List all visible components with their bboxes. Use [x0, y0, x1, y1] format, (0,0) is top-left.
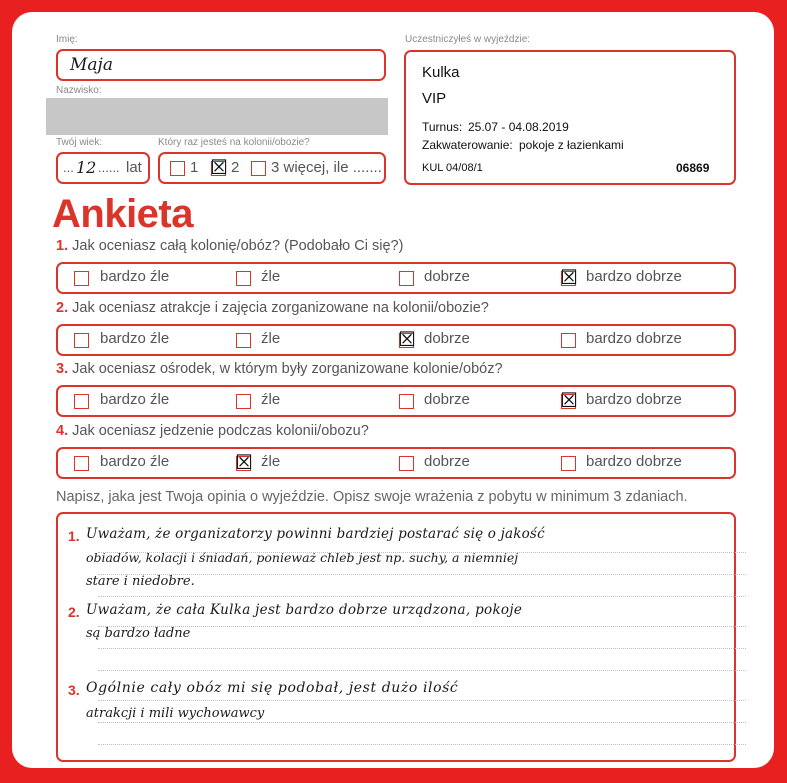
opinion-1-line-3: stare i niedobre.: [86, 574, 195, 589]
wiek-label: Twój wiek:: [56, 137, 103, 148]
survey-card: [12, 12, 774, 768]
q1-checkbox-bardzo-zle[interactable]: [74, 271, 89, 286]
q3-check-mark: ☒: [560, 388, 578, 412]
opinion-3-line-1: Ogólnie cały obóz mi się podobał, jest dużo ilość: [86, 680, 459, 696]
info-zakw-label: Zakwaterowanie:: [422, 138, 513, 152]
q1-option-dobrze: dobrze: [424, 268, 470, 285]
q2-checkbox-bardzo-zle[interactable]: [74, 333, 89, 348]
ruled-line: [98, 626, 746, 627]
q3-option-bardzo-zle: bardzo źle: [100, 391, 170, 408]
q4-checkbox-bardzo-zle[interactable]: [74, 456, 89, 471]
q3-checkbox-zle[interactable]: [236, 394, 251, 409]
q2-checkbox-bardzo-dobrze[interactable]: [561, 333, 576, 348]
info-zakw-value: pokoje z łazienkami: [519, 138, 624, 152]
q4-checkbox-dobrze[interactable]: [399, 456, 414, 471]
opinion-prompt: Napisz, jaka jest Twoja opinia o wyjeździe. Opisz swoje wrażenia z pobytu w minimum 3 zdaniach.: [56, 489, 688, 505]
opinion-box[interactable]: [56, 512, 736, 762]
q2-checkbox-zle[interactable]: [236, 333, 251, 348]
question-4-number: 4.: [56, 423, 69, 439]
q3-checkbox-dobrze[interactable]: [399, 394, 414, 409]
info-number: 06869: [676, 161, 710, 175]
q3-option-dobrze: dobrze: [424, 391, 470, 408]
ktory-raz-checkbox-3[interactable]: [251, 161, 266, 176]
opinion-2-line-2: są bardzo ładne: [86, 626, 191, 641]
opinion-1-number: 1.: [68, 528, 80, 544]
question-3-text: Jak oceniasz ośrodek, w którym były zorganizowane kolonie/obóz?: [72, 361, 503, 377]
q4-option-bardzo-dobrze: bardzo dobrze: [586, 453, 682, 470]
opinion-2-line-1: Uważam, że cała Kulka jest bardzo dobrze urządzona, pokoje: [86, 602, 523, 618]
question-1-text: Jak oceniasz całą kolonię/obóz? (Podobało Ci się?): [72, 238, 404, 254]
ktory-raz-option-2: 2: [231, 159, 240, 176]
ktory-raz-checkbox-1[interactable]: [170, 161, 185, 176]
ruled-line: [98, 648, 746, 649]
info-box: [404, 50, 736, 185]
opinion-1-line-1: Uważam, że organizatorzy powinni bardziej postarać się o jakość: [86, 526, 545, 542]
q4-checkbox-zle[interactable]: [235, 450, 253, 474]
question-4-options: [56, 447, 736, 479]
nazwisko-redacted: [46, 98, 388, 135]
info-turnus-label: Turnus:: [422, 120, 463, 134]
wiek-dots-left: ...: [63, 160, 74, 175]
q4-check-mark: ☒: [235, 450, 253, 474]
opinion-1-line-2: obiadów, kolacji i śniadań, ponieważ chleb jest np. suchy, a niemniej: [86, 550, 519, 565]
q2-option-zle: źle: [261, 330, 281, 347]
question-4-text: Jak oceniasz jedzenie podczas kolonii/obozu?: [72, 423, 369, 439]
q4-option-bardzo-zle: bardzo źle: [100, 453, 170, 470]
q2-check-mark: ☒: [398, 327, 416, 351]
question-2: [56, 300, 489, 316]
question-3-number: 3.: [56, 361, 69, 377]
imie-value: Maja: [70, 55, 113, 75]
wiek-unit: lat: [126, 159, 142, 176]
wiek-dots-right: ......: [98, 160, 120, 175]
ktory-raz-label: Który raz jesteś na kolonii/obozie?: [158, 137, 310, 148]
info-package: VIP: [422, 90, 447, 107]
wiek-value: 12: [76, 158, 97, 177]
ktory-raz-option-3: 3 więcej, ile .......: [271, 159, 382, 176]
opinion-3-number: 3.: [68, 682, 80, 698]
wiek-field[interactable]: [56, 152, 150, 184]
q2-option-bardzo-zle: bardzo źle: [100, 330, 170, 347]
info-turnus-value: 25.07 - 04.08.2019: [468, 120, 569, 134]
q1-check-mark: ☒: [560, 265, 578, 289]
ruled-line: [98, 574, 746, 575]
opinion-2-number: 2.: [68, 604, 80, 620]
ruled-line: [98, 744, 746, 745]
q2-checkbox-dobrze[interactable]: [398, 327, 416, 351]
info-code: KUL 04/08/1: [422, 162, 483, 174]
q3-checkbox-bardzo-zle[interactable]: [74, 394, 89, 409]
ktory-raz-check-mark: ☒: [210, 155, 228, 179]
question-4: [56, 423, 369, 439]
question-2-options: [56, 324, 736, 356]
q3-option-bardzo-dobrze: bardzo dobrze: [586, 391, 682, 408]
ruled-line: [98, 670, 746, 671]
ktory-raz-checkbox-2[interactable]: [210, 155, 228, 179]
q4-option-dobrze: dobrze: [424, 453, 470, 470]
imie-field[interactable]: [56, 49, 386, 81]
info-camp: Kulka: [422, 64, 460, 81]
nazwisko-label: Nazwisko:: [56, 85, 102, 96]
question-3: [56, 361, 503, 377]
q4-option-zle: źle: [261, 453, 281, 470]
question-1: [56, 238, 403, 254]
q1-option-zle: źle: [261, 268, 281, 285]
question-1-number: 1.: [56, 238, 69, 254]
ruled-line: [98, 596, 746, 597]
q1-checkbox-bardzo-dobrze[interactable]: [560, 265, 578, 289]
question-1-options: [56, 262, 736, 294]
opinion-3-line-2: atrakcji i mili wychowawcy: [86, 706, 265, 721]
q4-checkbox-bardzo-dobrze[interactable]: [561, 456, 576, 471]
q1-option-bardzo-zle: bardzo źle: [100, 268, 170, 285]
q3-checkbox-bardzo-dobrze[interactable]: [560, 388, 578, 412]
ruled-line: [98, 722, 746, 723]
q2-option-dobrze: dobrze: [424, 330, 470, 347]
info-box-label: Uczestniczyłeś w wyjeździe:: [405, 34, 531, 45]
ktory-raz-option-1: 1: [190, 159, 199, 176]
q3-option-zle: źle: [261, 391, 281, 408]
question-3-options: [56, 385, 736, 417]
imie-label: Imię:: [56, 34, 78, 45]
ruled-line: [98, 700, 746, 701]
q1-option-bardzo-dobrze: bardzo dobrze: [586, 268, 682, 285]
question-2-number: 2.: [56, 300, 69, 316]
page-title: Ankieta: [52, 192, 193, 236]
q1-checkbox-zle[interactable]: [236, 271, 251, 286]
q2-option-bardzo-dobrze: bardzo dobrze: [586, 330, 682, 347]
ktory-raz-field: [158, 152, 386, 184]
q1-checkbox-dobrze[interactable]: [399, 271, 414, 286]
question-2-text: Jak oceniasz atrakcje i zajęcia zorganizowane na kolonii/obozie?: [72, 300, 489, 316]
